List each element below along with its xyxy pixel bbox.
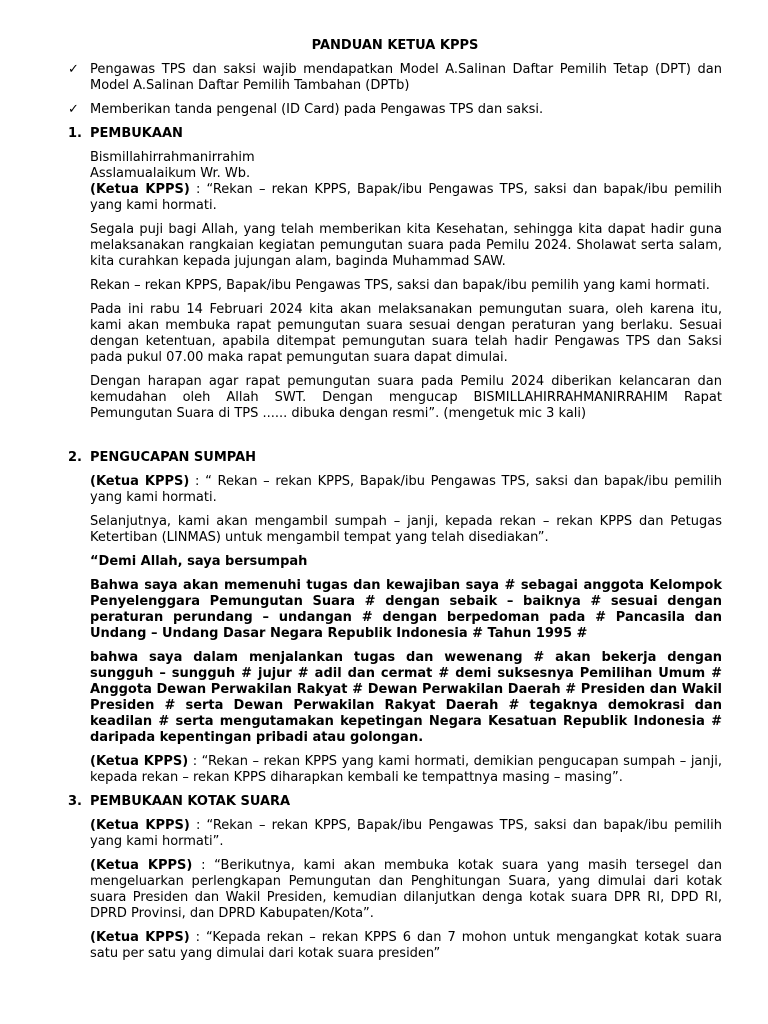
section-body-pembukaan: [68, 150, 722, 422]
check-mark-icon: ✓: [68, 62, 79, 77]
speaker-text: : “Rekan – rekan KPPS yang kami hormati, demikian pengucapan sumpah – janji, kepada rekan – rekan KPPS diharapkan kembali ke tempattnya masing – masing”.: [90, 754, 722, 785]
section-number: 2.: [68, 450, 82, 465]
speaker-paragraph: [90, 818, 722, 850]
speaker-label: (Ketua KPPS): [90, 818, 190, 833]
paragraph: Rekan – rekan KPPS, Bapak/ibu Pengawas TPS, saksi dan bapak/ibu pemilih yang kami hormati.: [90, 278, 710, 293]
paragraph: Selanjutnya, kami akan mengambil sumpah – janji, kepada rekan – rekan KPPS dan Petugas Ketertiban (LINMAS) untuk mengambil tempat yang telah disediakan”.: [90, 514, 722, 545]
document-title: PANDUAN KETUA KPPS: [311, 38, 479, 53]
section-title: PEMBUKAAN: [90, 126, 183, 141]
oath-text: bahwa saya dalam menjalankan tugas dan wewenang # akan bekerja dengan sungguh – sungguh # jujur # adil dan cermat # demi suksesnya Pemilihan Umum # Anggota Dewan Perwakilan Rakyat # Dewan Perwakilan Daerah # Presiden dan Wakil Presiden # serta Dewan Perwakilan Rakyat Daerah # tegaknya demokrasi dan keadilan # serta mengutamakan kepetingan Negara Kesatuan Republik Indonesia # daripada kepentingan pribadi atau golongan.: [90, 650, 722, 745]
speaker-text: : “Rekan – rekan KPPS, Bapak/ibu Pengawas TPS, saksi dan bapak/ibu pemilih yang kami hormati”.: [90, 818, 722, 849]
speaker-paragraph: [90, 474, 722, 506]
oath-opening: “Demi Allah, saya bersumpah: [90, 554, 308, 569]
section-number: 1.: [68, 126, 82, 141]
speaker-label: (Ketua KPPS): [90, 930, 190, 945]
checklist-text: Memberikan tanda pengenal (ID Card) pada Pengawas TPS dan saksi.: [90, 102, 544, 117]
check-mark-icon: ✓: [68, 102, 79, 117]
section-heading-pengucapan-sumpah: [68, 450, 722, 466]
speaker-label: (Ketua KPPS): [90, 754, 189, 769]
section-title: PEMBUKAAN KOTAK SUARA: [90, 794, 291, 809]
checklist-item-id-card: [68, 102, 722, 118]
speaker-text: : “Rekan – rekan KPPS, Bapak/ibu Pengawas TPS, saksi dan bapak/ibu pemilih yang kami hormati.: [90, 182, 722, 213]
section-number: 3.: [68, 794, 82, 809]
speaker-paragraph: [90, 754, 722, 786]
paragraph: Segala puji bagi Allah, yang telah memberikan kita Kesehatan, sehingga kita dapat hadir guna melaksanakan rangkaian kegiatan pemungutan suara pada Pemilu 2024. Sholawat serta salam, kita curahkan kepada jujungan alam, baginda Muhammad SAW.: [90, 222, 722, 269]
section-title: PENGUCAPAN SUMPAH: [90, 450, 257, 465]
opening-greeting-1: Bismillahirrahmanirrahim: [90, 150, 255, 165]
paragraph: Dengan harapan agar rapat pemungutan suara pada Pemilu 2024 diberikan kelancaran dan kemudahan oleh Allah SWT. Dengan mengucap BISMILLAHIRRAHMANIRRAHIM Rapat Pemungutan Suara di TPS ...... dibuka dengan resmi”. (mengetuk mic 3 kali): [90, 374, 722, 421]
speaker-label: (Ketua KPPS): [90, 474, 190, 489]
section-body-pengucapan-sumpah: [68, 474, 722, 786]
section-heading-pembukaan: [68, 126, 722, 142]
speaker-text: : “Kepada rekan – rekan KPPS 6 dan 7 mohon untuk mengangkat kotak suara satu per satu yang dimulai dari kotak suara presiden”: [90, 930, 722, 961]
speaker-label: (Ketua KPPS): [90, 182, 190, 197]
oath-text: Bahwa saya akan memenuhi tugas dan kewajiban saya # sebagai anggota Kelompok Penyelenggara Pemungutan Suara # dengan sebaik – baiknya # sesuai dengan peraturan perundang – undangan # dengan berpedoman pada # Pancasila dan Undang – Undang Dasar Negara Republik Indonesia # Tahun 1995 #: [90, 578, 722, 641]
speaker-paragraph: [90, 182, 722, 214]
speaker-text: : “ Rekan – rekan KPPS, Bapak/ibu Pengawas TPS, saksi dan bapak/ibu pemilih yang kami hormati.: [90, 474, 722, 505]
speaker-paragraph: [90, 930, 722, 962]
checklist-text: Pengawas TPS dan saksi wajib mendapatkan Model A.Salinan Daftar Pemilih Tetap (DPT) dan Model A.Salinan Daftar Pemilih Tambahan (DPTb): [90, 62, 722, 93]
speaker-paragraph: [90, 858, 722, 922]
checklist-item-model-a: [68, 62, 722, 94]
opening-greeting-2: Asslamualaikum Wr. Wb.: [90, 166, 251, 181]
section-heading-pembukaan-kotak-suara: [68, 794, 722, 810]
section-body-pembukaan-kotak-suara: [68, 818, 722, 962]
spacer: [68, 430, 722, 450]
paragraph: Pada ini rabu 14 Februari 2024 kita akan melaksanakan pemungutan suara, oleh karena itu, kami akan membuka rapat pemungutan suara sesuai dengan peraturan yang berlaku. Sesuai dengan ketentuan, apabila ditempat pemungutan suara telah hadir Pengawas TPS dan Saksi pada pukul 07.00 maka rapat pemungutan suara dapat dimulai.: [90, 302, 722, 365]
speaker-text: : “Berikutnya, kami akan membuka kotak suara yang masih tersegel dan mengeluarkan perlengkapan Pemungutan dan Penghitungan Suara, yang dimulai dari kotak suara Presiden dan Wakil Presiden, kemudian dilanjutkan denga kotak suara DPR RI, DPD RI, DPRD Provinsi, dan DPRD Kabupaten/Kota”.: [90, 858, 722, 921]
speaker-label: (Ketua KPPS): [90, 858, 193, 873]
